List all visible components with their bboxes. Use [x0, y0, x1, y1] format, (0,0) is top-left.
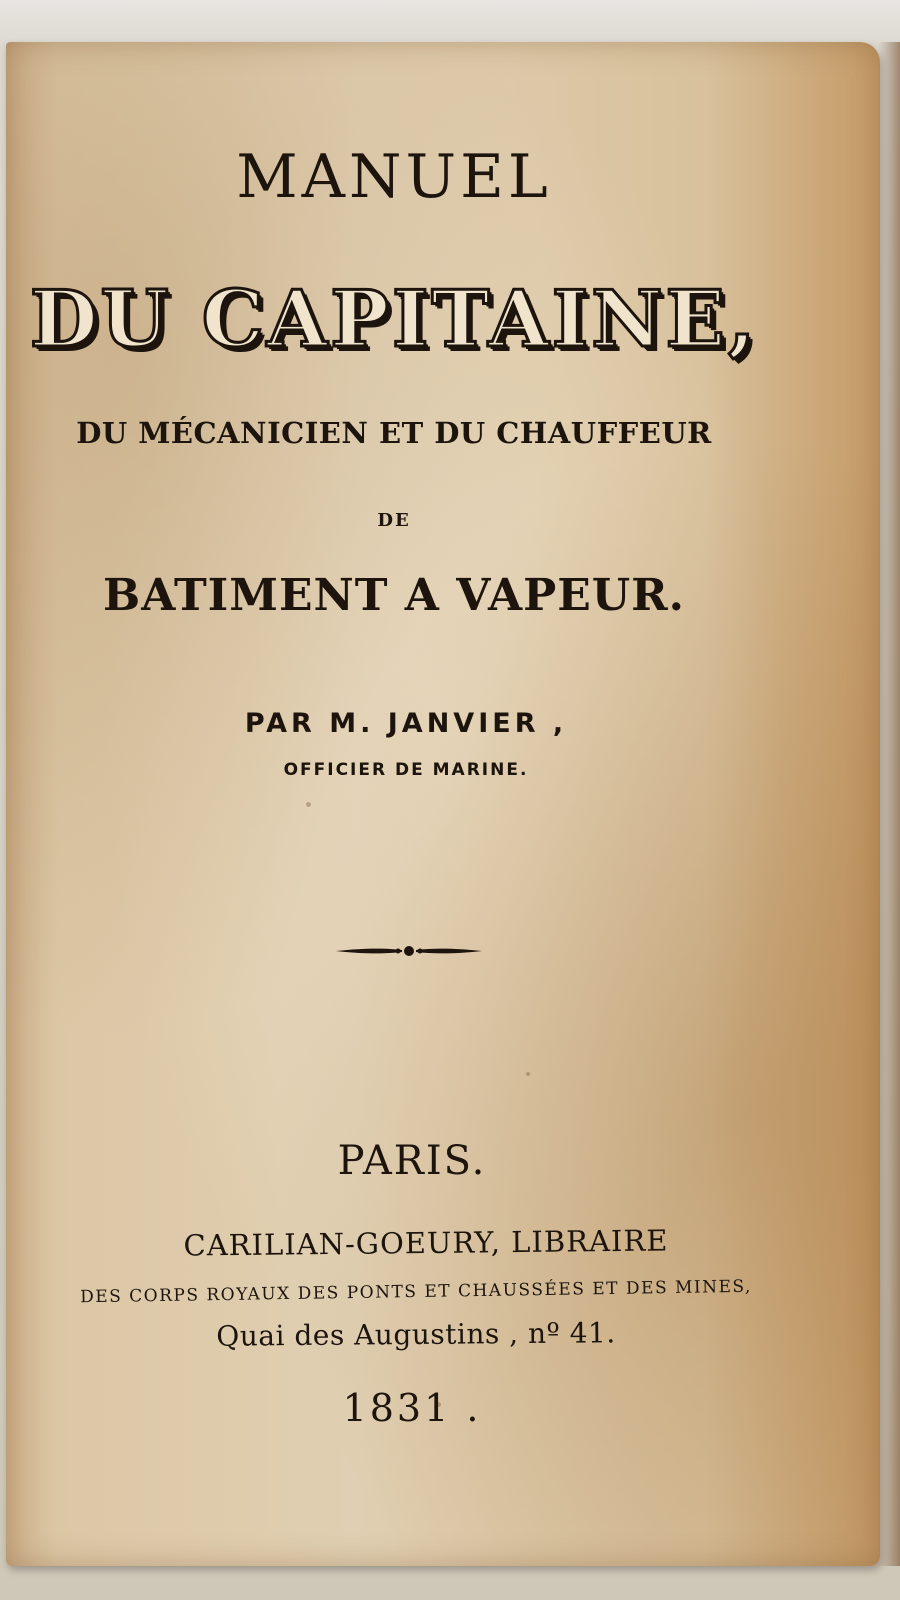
author-title: OFFICIER DE MARINE. — [283, 760, 529, 780]
subtitle-de: DE — [377, 510, 411, 531]
imprint-publisher-desc: DES CORPS ROYAUX DES PONTS ET CHAUSSÉES ET DES MINES, — [79, 1276, 753, 1308]
title-du-capitaine: DU CAPITAINE, — [29, 274, 759, 365]
subtitle-mecanicien: DU MÉCANICIEN ET DU CHAUFFEUR — [76, 416, 712, 450]
imprint-address: Quai des Augustins , nº 41. — [216, 1316, 616, 1353]
foxing-spot — [306, 802, 311, 807]
imprint-year: 1831 . — [342, 1386, 482, 1430]
title-manuel: MANUEL — [236, 142, 552, 212]
title-page — [6, 42, 880, 1566]
foxing-spot — [526, 1072, 530, 1076]
page-edge-shadow — [878, 42, 900, 1566]
author-line: PAR M. JANVIER , — [244, 708, 568, 739]
imprint-city: PARIS. — [337, 1138, 487, 1184]
imprint-publisher: CARILIAN-GOEURY, LIBRAIRE — [183, 1223, 669, 1263]
subtitle-batiment: BATIMENT A VAPEUR. — [103, 570, 685, 621]
ornament-divider-icon — [334, 940, 484, 962]
